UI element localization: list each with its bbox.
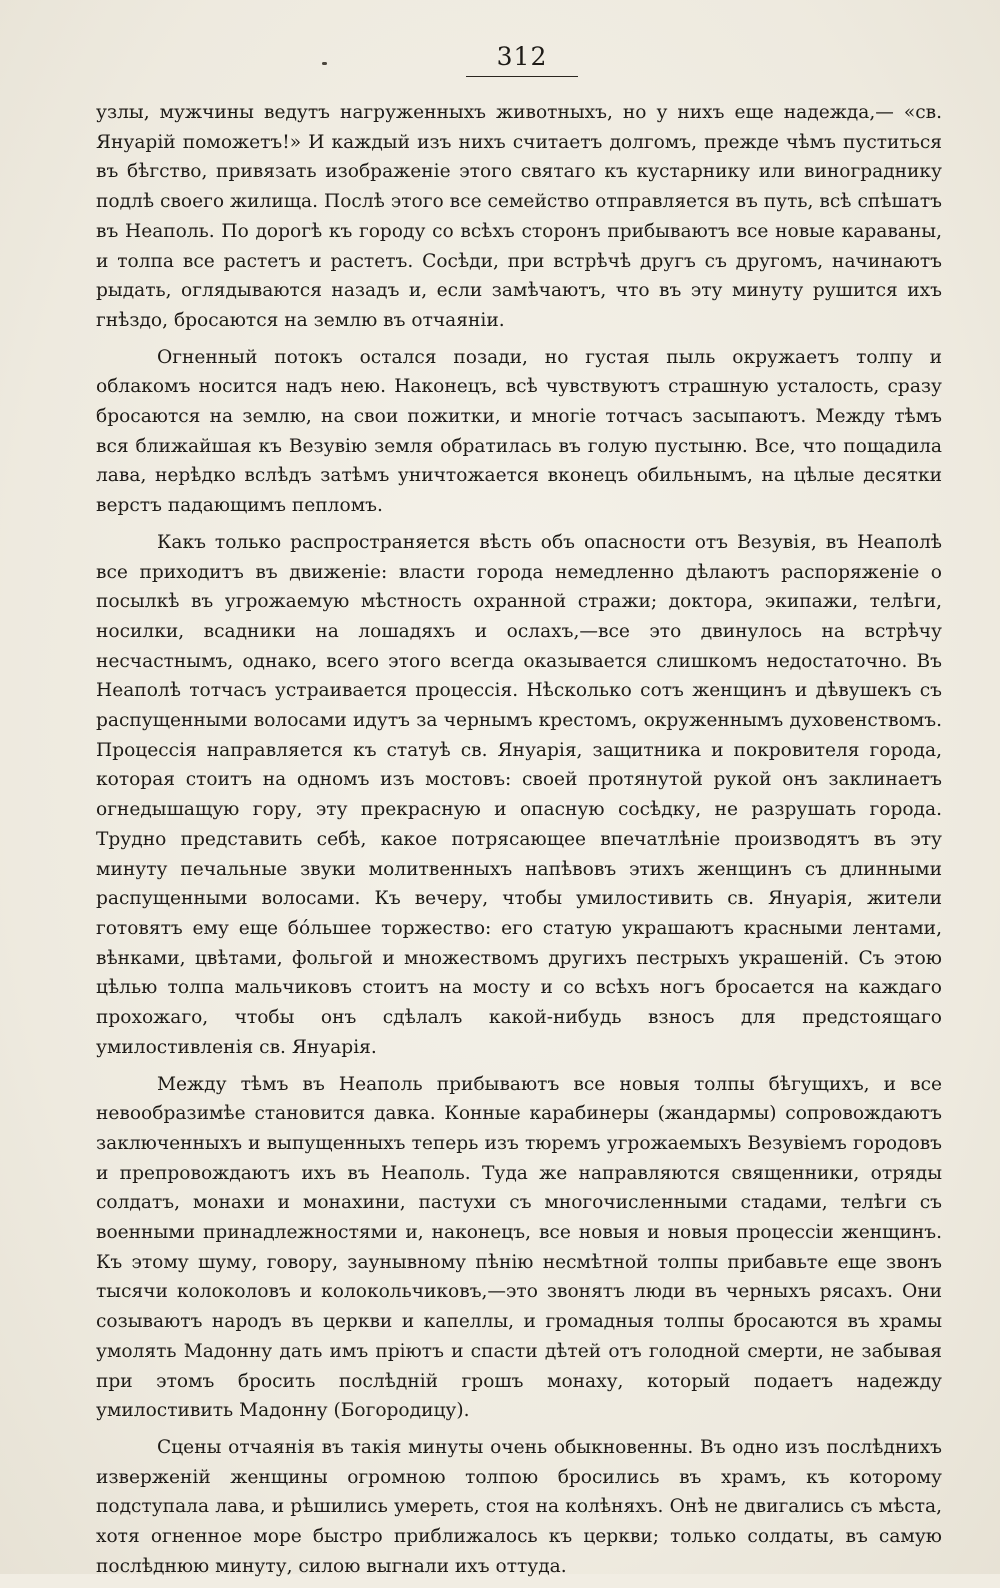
paragraph-1: узлы, мужчины ведутъ нагруженныхъ животныхъ, но у нихъ еще надежда,— «св. Януарій поможетъ!» И каждый изъ нихъ считаетъ долгомъ, прежде чѣмъ пуститься въ бѣгство, привязать изображеніе этого святаго къ кустарнику или винограднику подлѣ своего жилища. Послѣ этого все семейство отправляется въ путь, всѣ спѣшатъ въ Неаполь. По дорогѣ къ городу со всѣхъ сторонъ прибываютъ все новые караваны, и толпа все растетъ и растетъ. Сосѣди, при встрѣчѣ другъ съ другомъ, начинаютъ рыдать, оглядываются назадъ и, если замѣчаютъ, что въ эту минуту рушится ихъ гнѣздо, бросаются на землю въ отчаяніи.	[96, 102, 942, 331]
ink-speck	[322, 62, 327, 65]
page-header	[466, 40, 578, 77]
page-number: 312	[496, 42, 548, 71]
paragraph-5: Сцены отчаянія въ такія минуты очень обыкновенны. Въ одно изъ послѣднихъ изверженій женщины огромною толпою бросились въ храмъ, къ которому подступала лава, и рѣшились умереть, стоя на колѣняхъ. Онѣ не двигались съ мѣста, хотя огненное море быстро приближалось къ церкви; только солдаты, въ самую послѣднюю минуту, силою выгнали ихъ оттуда.	[96, 1436, 942, 1577]
header-rule	[466, 76, 578, 77]
paragraph-2: Огненный потокъ остался позади, но густая пыль окружаетъ толпу и облакомъ носится надъ нею. Наконецъ, всѣ чувствуютъ страшную усталость, сразу бросаются на землю, на свои пожитки, и многіе тотчасъ засыпаютъ. Между тѣмъ вся ближайшая къ Везувію земля обратилась въ голую пустыню. Все, что пощадила лава, нерѣдко вслѣдъ затѣмъ уничтожается вконецъ обильнымъ, на цѣлые десятки верстъ падающимъ пепломъ.	[96, 346, 942, 517]
paragraph-3: Какъ только распространяется вѣсть объ опасности отъ Везувія, въ Неаполѣ все приходитъ въ движеніе: власти города немедленно дѣлаютъ распоряженіе о посылкѣ въ угрожаемую мѣстность охранной стражи; доктора, экипажи, телѣги, носилки, всадники на лошадяхъ и ослахъ,—все это двинулось на встрѣчу несчастнымъ, однако, всего этого всегда оказывается слишкомъ недостаточно. Въ Неаполѣ тотчасъ устраивается процессія. Нѣсколько сотъ женщинъ и дѣвушекъ съ распущенными волосами идутъ за чернымъ крестомъ, окруженнымъ духовенствомъ. Процессія направляется къ статуѣ св. Януарія, защитника и покровителя города, которая стоитъ на одномъ изъ мостовъ: своей протянутой рукой онъ заклинаетъ огнедышащую гору, эту прекрасную и опасную сосѣдку, не разрушать города. Трудно представить себѣ, какое потрясающее впечатлѣніе производятъ въ эту минуту печальные звуки молитвенныхъ напѣвовъ этихъ женщинъ съ длинными распущенными волосами. Къ вечеру, чтобы умилостивить св. Януарія, жители готовятъ ему еще бо́льшее торжество: его статую украшаютъ красными лентами, вѣнками, цвѣтами, фольгой и множествомъ другихъ пестрыхъ украшеній. Съ этою цѣлью толпа мальчиковъ стоитъ на мосту и со всѣхъ ногъ бросается на каждаго прохожаго, чтобы онъ сдѣлалъ какой-нибудь взносъ для предстоящаго умилостивленія св. Януарія.	[96, 531, 942, 1058]
paragraph-4: Между тѣмъ въ Неаполь прибываютъ все новыя толпы бѣгущихъ, и все невообразимѣе становится давка. Конные карабинеры (жандармы) сопровождаютъ заключенныхъ и выпущенныхъ теперь изъ тюремъ угрожаемыхъ Везувіемъ городовъ и препровождаютъ ихъ въ Неаполь. Туда же направляются священники, отряды солдатъ, монахи и монахини, пастухи съ многочисленными стадами, телѣги съ военными принадлежностями и, наконецъ, все новыя и новыя процессіи женщинъ. Къ этому шуму, говору, заунывному пѣнію несмѣтной толпы прибавьте еще звонъ тысячи колоколовъ и колокольчиковъ,—это звонятъ люди въ черныхъ рясахъ. Они созываютъ народъ въ церкви и капеллы, и громадныя толпы бросаются въ храмы умолять Мадонну дать имъ пріютъ и спасти дѣтей отъ голодной смерти, не забывая при этомъ бросить послѣдній грошъ монаху, который подаетъ надежду умилостивить Мадонну (Богородицу).	[96, 1073, 942, 1422]
body-text	[96, 98, 942, 1588]
